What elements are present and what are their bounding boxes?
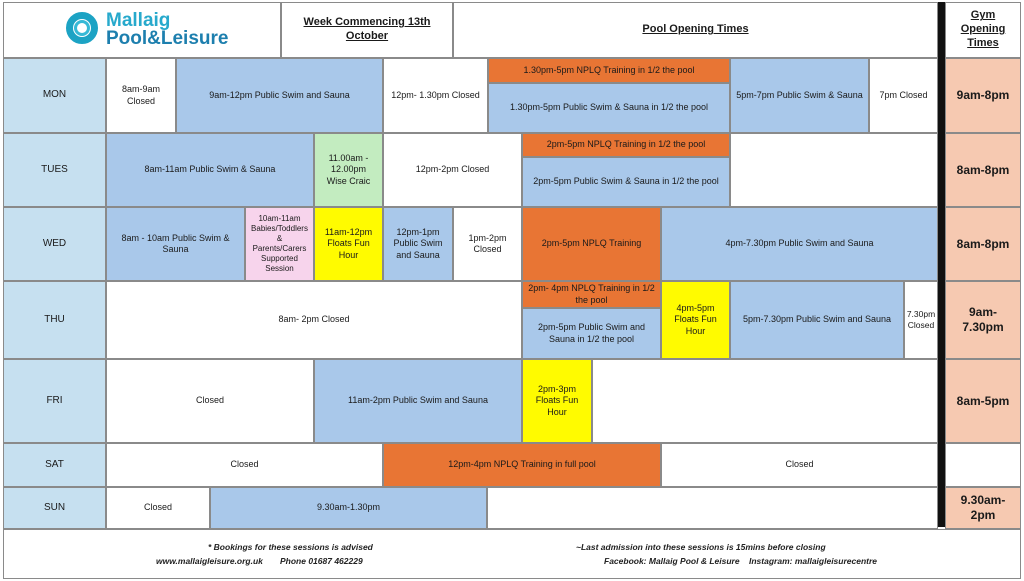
wed-slot-1: 8am - 10am Public Swim & Sauna xyxy=(106,207,245,281)
gym-hours-sat xyxy=(945,443,1021,487)
fri-slot-1: Closed xyxy=(106,359,314,443)
mon-slot-4: 1.30pm-5pm NPLQ Training in 1/2 the pool xyxy=(488,58,730,83)
sun-slot-1: Closed xyxy=(106,487,210,529)
thu-slot-2: 2pm- 4pm NPLQ Training in 1/2 the pool xyxy=(522,281,661,308)
week-commencing: Week Commencing 13th October xyxy=(281,2,453,58)
sat-slot-3: Closed xyxy=(661,443,938,487)
wed-slot-3: 11am-12pm Floats Fun Hour xyxy=(314,207,383,281)
tue-slot-6 xyxy=(730,133,938,207)
fri-slot-4 xyxy=(592,359,938,443)
sun-slot-2: 9.30am-1.30pm xyxy=(210,487,487,529)
thu-slot-3: 2pm-5pm Public Swim and Sauna in 1/2 the pool xyxy=(522,308,661,359)
sat-slot-2: 12pm-4pm NPLQ Training in full pool xyxy=(383,443,661,487)
tue-slot-3: 12pm-2pm Closed xyxy=(383,133,522,207)
gym-hours-fri: 8am-5pm xyxy=(945,359,1021,443)
thu-slot-5: 5pm-7.30pm Public Swim and Sauna xyxy=(730,281,904,359)
tue-slot-4: 2pm-5pm NPLQ Training in 1/2 the pool xyxy=(522,133,730,157)
logo-inner-ring-icon xyxy=(74,20,90,36)
wed-slot-2: 10am-11am Babies/Toddlers & Parents/Carers Supported Session xyxy=(245,207,314,281)
last-admission-note: ~Last admission into these sessions is 15mins before closing xyxy=(576,542,826,552)
gym-hours-thu: 9am-7.30pm xyxy=(945,281,1021,359)
gym-opening-title: Gym Opening Times xyxy=(945,2,1021,58)
logo-text-line1: Mallaig xyxy=(106,10,171,31)
fri-slot-2: 11am-2pm Public Swim and Sauna xyxy=(314,359,522,443)
logo-text-line2: Pool&Leisure xyxy=(106,28,229,49)
day-label-thu: THU xyxy=(3,281,106,359)
gym-hours-wed: 8am-8pm xyxy=(945,207,1021,281)
gym-hours-tue: 8am-8pm xyxy=(945,133,1021,207)
day-label-sun: SUN xyxy=(3,487,106,529)
social-links[interactable]: Facebook: Mallaig Pool & Leisure Instagram: mallaigleisurecentre xyxy=(604,556,878,566)
mallaig-logo xyxy=(66,10,246,50)
sun-slot-3 xyxy=(487,487,938,529)
mon-slot-5: 1.30pm-5pm Public Swim & Sauna in 1/2 the pool xyxy=(488,83,730,133)
website-link[interactable]: www.mallaigleisure.org.uk xyxy=(156,556,263,566)
gym-hours-sun: 9.30am-2pm xyxy=(945,487,1021,529)
tue-slot-2: 11.00am - 12.00pm Wise Craic xyxy=(314,133,383,207)
gym-hours-mon: 9am-8pm xyxy=(945,58,1021,133)
wed-slot-4: 12pm-1pm Public Swim and Sauna xyxy=(383,207,453,281)
wed-slot-5: 1pm-2pm Closed xyxy=(453,207,522,281)
gym-divider xyxy=(938,2,945,527)
fri-slot-3: 2pm-3pm Floats Fun Hour xyxy=(522,359,592,443)
thu-slot-6: 7.30pm Closed xyxy=(904,281,938,359)
mon-slot-2: 9am-12pm Public Swim and Sauna xyxy=(176,58,383,133)
day-label-tue: TUES xyxy=(3,133,106,207)
thu-slot-1: 8am- 2pm Closed xyxy=(106,281,522,359)
thu-slot-4: 4pm-5pm Floats Fun Hour xyxy=(661,281,730,359)
pool-opening-title: Pool Opening Times xyxy=(453,2,938,58)
footer-box xyxy=(3,529,1021,579)
day-label-sat: SAT xyxy=(3,443,106,487)
day-label-fri: FRI xyxy=(3,359,106,443)
phone-number: Phone 01687 462229 xyxy=(280,556,363,566)
mon-slot-3: 12pm- 1.30pm Closed xyxy=(383,58,488,133)
mon-slot-1: 8am-9am Closed xyxy=(106,58,176,133)
wed-slot-7: 4pm-7.30pm Public Swim and Sauna xyxy=(661,207,938,281)
tue-slot-5: 2pm-5pm Public Swim & Sauna in 1/2 the pool xyxy=(522,157,730,207)
sat-slot-1: Closed xyxy=(106,443,383,487)
mon-slot-7: 7pm Closed xyxy=(869,58,938,133)
day-label-mon: MON xyxy=(3,58,106,133)
wed-slot-6: 2pm-5pm NPLQ Training xyxy=(522,207,661,281)
day-label-wed: WED xyxy=(3,207,106,281)
booking-note: * Bookings for these sessions is advised xyxy=(208,542,373,552)
mon-slot-6: 5pm-7pm Public Swim & Sauna xyxy=(730,58,869,133)
tue-slot-1: 8am-11am Public Swim & Sauna xyxy=(106,133,314,207)
